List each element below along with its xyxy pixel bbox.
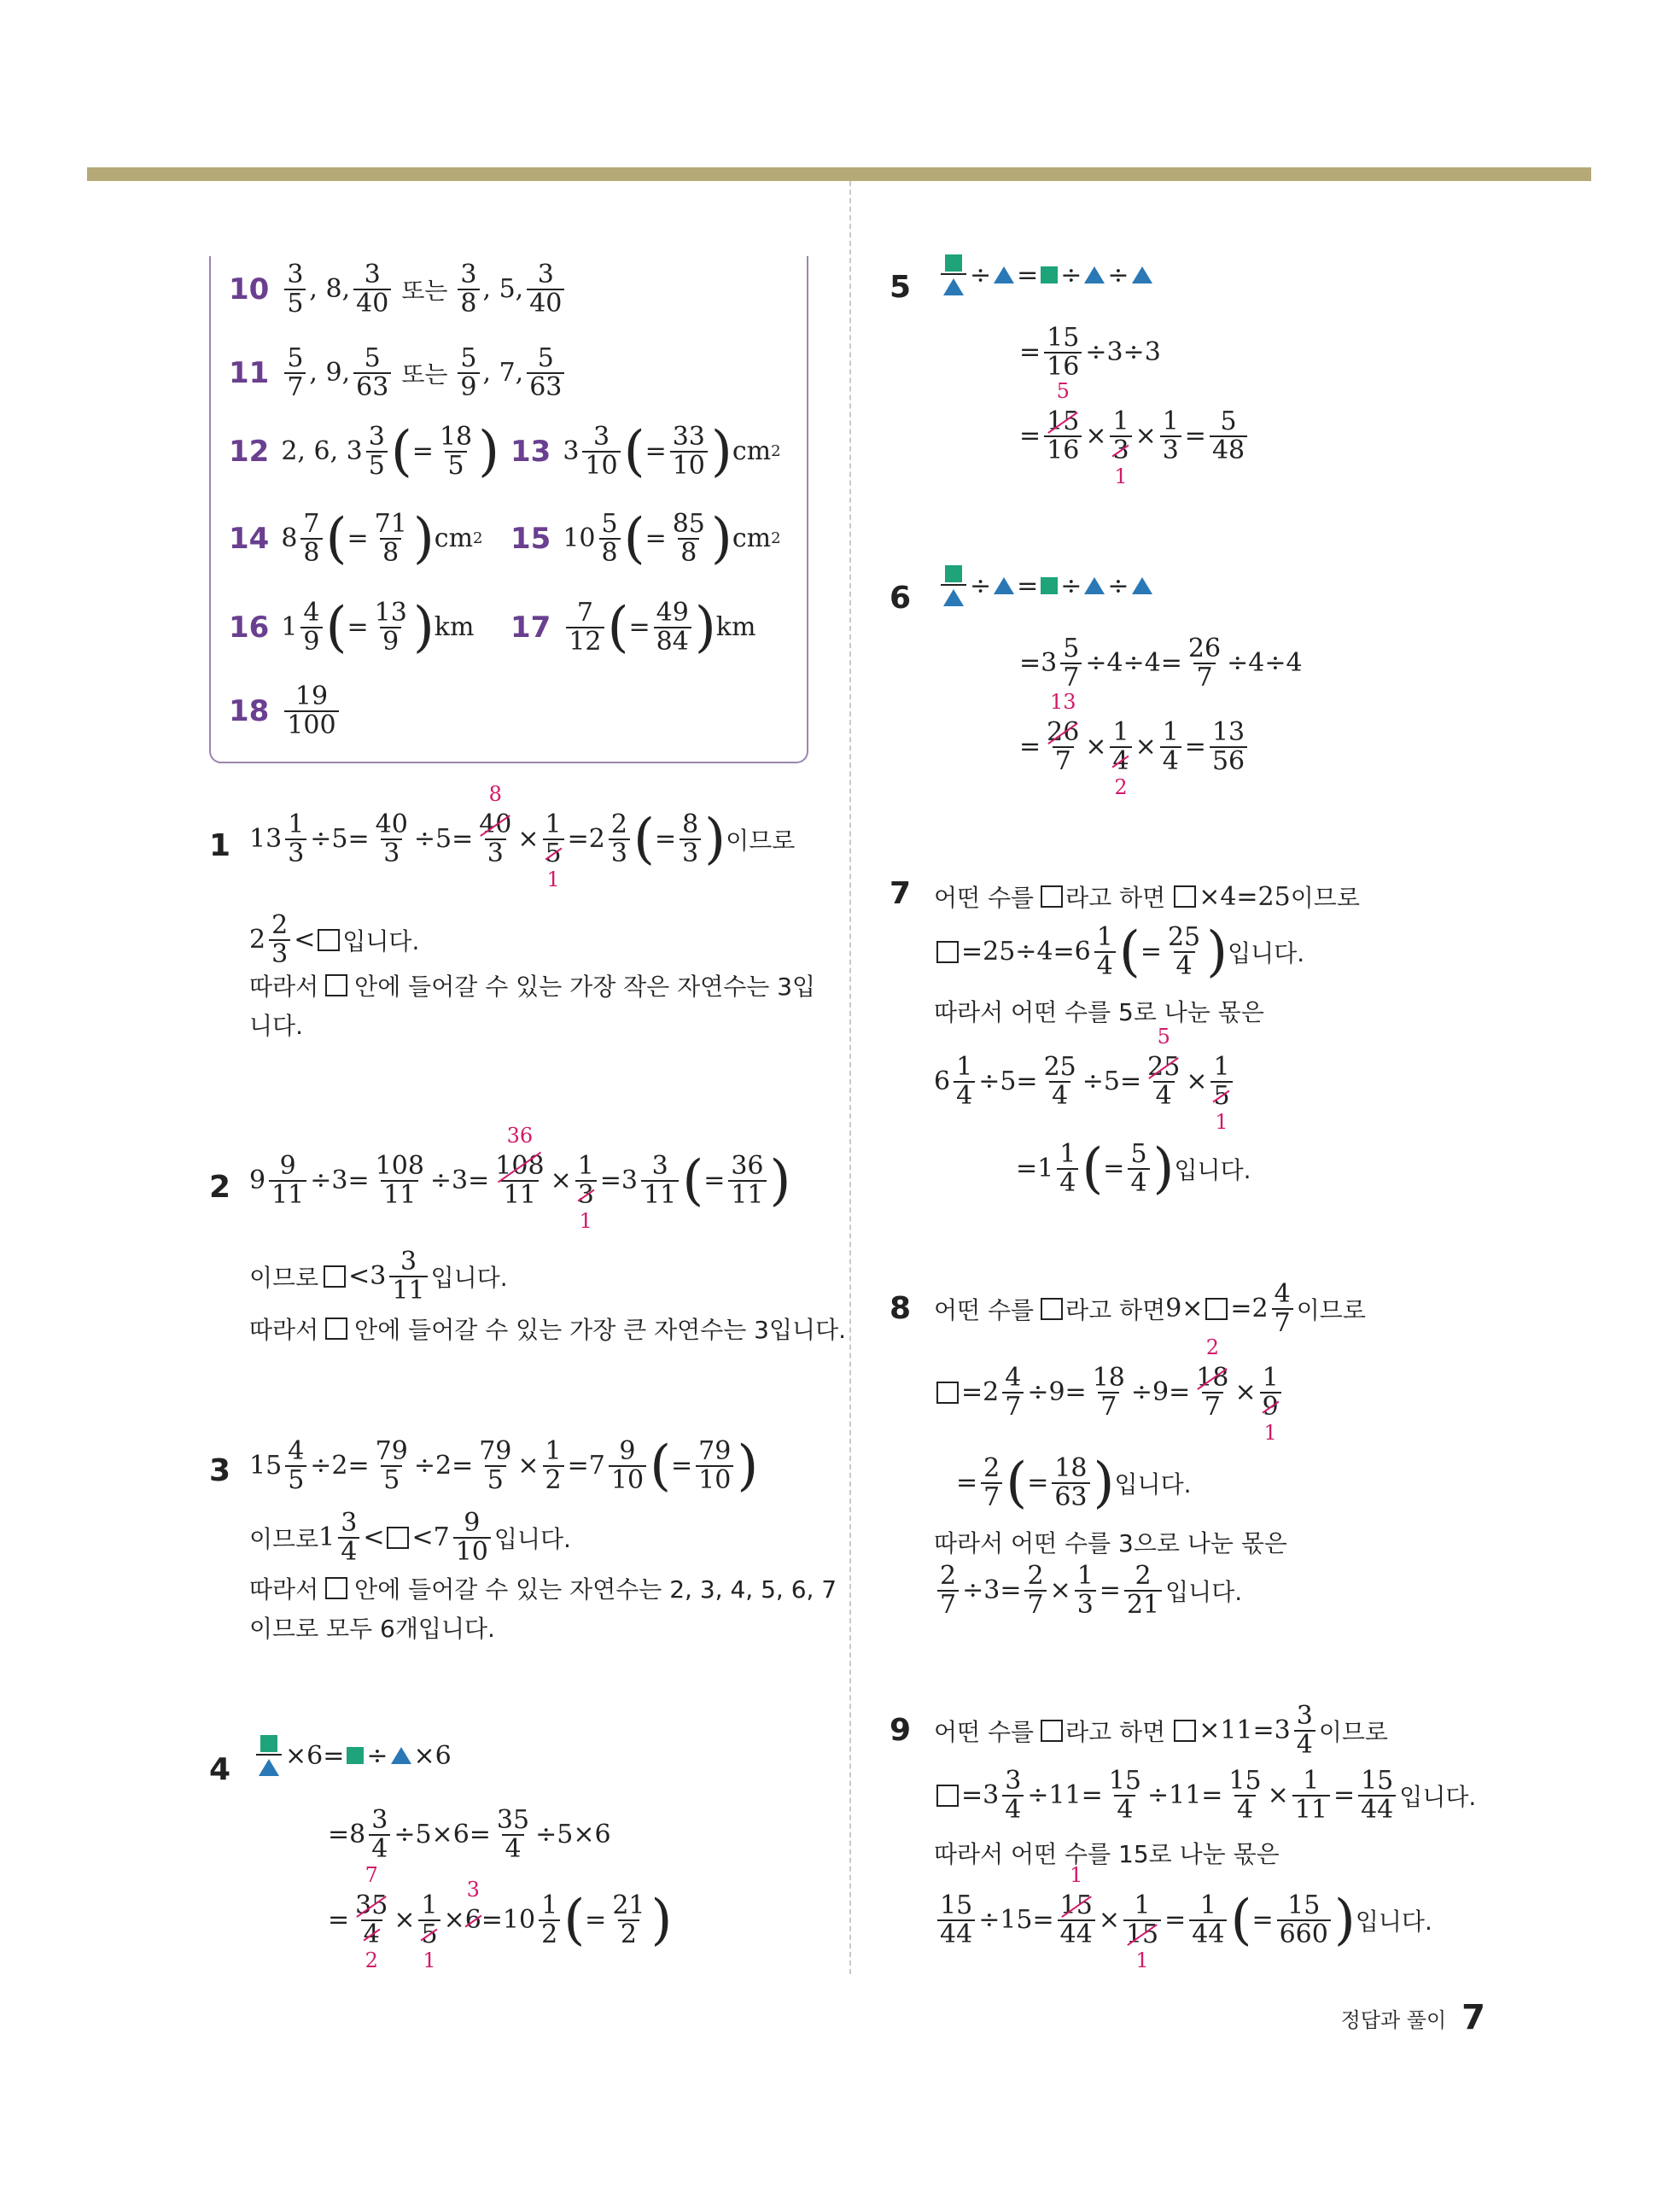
q1-equation: 13 $\frac{1}{3}$ ÷5= $\frac{40}{3}$ ÷5= 40 8 3 × 1 5 1 =2 $\frac{2}{3}$ ( = $\frac{8}{3}$ ) 이므로 [249,782,796,891]
question-1-number: 1 [209,828,231,863]
answer-11: 11 $\frac{5}{7}$ , 9, $\frac{5}{63}$ 또는 $\frac{5}{9}$ , 7, $\frac{5}{63}$ [229,345,568,400]
q9-line4: $\frac{15}{44}$ ÷15= 15 1 44 × 1 15 1 = $\frac{1}{44}$ ( = $\frac{15}{660}$ ) 입니다. [934,1892,1432,1948]
header-bar [87,167,1591,181]
question-7-number: 7 [890,876,912,911]
q8-line3: = $\frac{2}{7}$ ( = $\frac{18}{63}$ ) 입니다. [956,1451,1192,1515]
q7-line4: 6 $\frac{1}{4}$ ÷5= $\frac{25}{4}$ ÷5= 25 5 4 × 1 5 1 [934,1054,1236,1109]
q1-line2: 2 $\frac{2}{3}$ < 입니다. [249,910,420,969]
q6-line3: = 26 13 7 × 1 4 2 × $\frac{1}{4}$ = $\frac{13}{56}$ [1019,719,1251,774]
answer-18: 18 $\frac{19}{100}$ [229,683,342,739]
question-6-number: 6 [890,581,912,616]
q3-equation: 15 $\frac{4}{5}$ ÷2= $\frac{79}{5}$ ÷2= $\frac{79}{5}$ × $\frac{1}{2}$ =7 $\frac{9}{10}$ ( = $\frac{79}{10}$ ) [249,1434,759,1498]
answer-15: 15 10 $\frac{5}{8}$ ( = $\frac{85}{8}$ ) cm 2 [510,506,781,570]
question-5-number: 5 [890,270,912,305]
q8-line4: 따라서 어떤 수를 3으로 나눈 몫은 [934,1529,1287,1557]
answer-14: 14 8 $\frac{7}{8}$ ( = $\frac{71}{8}$ ) cm 2 [229,506,483,570]
q4-equation: ×6= ÷ ×6 [253,1735,452,1776]
question-8-number: 8 [890,1291,912,1326]
q6-equation: ÷ = ÷ ÷ [937,565,1155,606]
q8-line1: 어떤 수를 라고 하면 9× =2 $\frac{4}{7}$ 이므로 [934,1279,1366,1338]
q6-line2: =3 $\frac{5}{7}$ ÷4÷4= $\frac{26}{7}$ ÷4÷4 [1019,634,1303,692]
question-2-number: 2 [209,1170,231,1205]
page-number: 7 [1461,1998,1485,2037]
q9-line1: 어떤 수를 라고 하면 ×11=3 $\frac{3}{4}$ 이므로 [934,1701,1388,1760]
q9-line2: =3 $\frac{3}{4}$ ÷11= $\frac{15}{4}$ ÷11= $\frac{15}{4}$ × $\frac{1}{11}$ = $\frac{15}{44}$ 입니다. [934,1767,1476,1823]
question-3-number: 3 [209,1453,231,1488]
q3-line3: 따라서 안에 들어갈 수 있는 자연수는 2, 3, 4, 5, 6, 7 [249,1575,837,1604]
q3-line4: 이므로 모두 6개입니다. [249,1615,495,1643]
q4-line3: = 35 7 4 2 × 1 5 1 × 6 3 =10 $\frac{1}{2}$ ( = $\frac{21}{2}$ ) [328,1863,673,1972]
q5-line3: = 15 5 16 × 1 3 1 × $\frac{1}{3}$ = $\frac{5}{48}$ [1019,408,1251,464]
q5-equation: ÷ = ÷ ÷ [937,254,1155,295]
q1-line4: 니다. [249,1012,303,1040]
answer-17: 17 $\frac{7}{12}$ ( = $\frac{49}{84}$ ) km [510,595,756,659]
footer-label: 정답과 풀이 [1340,2007,1447,2032]
q3-line2: 이므로 1 $\frac{3}{4}$ < <7 $\frac{9}{10}$ 입니다. [249,1508,571,1567]
q7-line1: 어떤 수를 라고 하면 ×4=25 이므로 [934,881,1360,912]
column-divider [849,181,851,1974]
q2-line3: 따라서 안에 들어갈 수 있는 가장 큰 자연수는 3입니다. [249,1316,847,1344]
q2-line2: 이므로 <3 $\frac{3}{11}$ 입니다. [249,1247,508,1306]
q7-line5: =1 $\frac{1}{4}$ ( = $\frac{5}{4}$ ) 입니다. [1016,1136,1251,1201]
question-4-number: 4 [209,1752,231,1787]
q4-line2: =8 $\frac{3}{4}$ ÷5×6= $\frac{35}{4}$ ÷5×6 [328,1805,611,1864]
q8-line5: $\frac{2}{7}$ ÷3= $\frac{2}{7}$ × $\frac{1}{3}$ = $\frac{2}{21}$ 입니다. [934,1563,1242,1618]
answer-16: 16 1 $\frac{4}{9}$ ( = $\frac{13}{9}$ ) km [229,595,475,659]
q1-line3: 따라서 안에 들어갈 수 있는 가장 작은 자연수는 3입 [249,973,816,1001]
q8-line2: =2 $\frac{4}{7}$ ÷9= $\frac{18}{7}$ ÷9= 18 2 7 × 1 9 1 [934,1364,1285,1420]
question-9-number: 9 [890,1713,912,1748]
answer-10: 10 $\frac{3}{5}$ , 8, $\frac{3}{40}$ 또는 $\frac{3}{8}$ , 5, $\frac{3}{40}$ [229,261,568,317]
q9-line3: 따라서 어떤 수를 15로 나눈 몫은 [934,1840,1280,1868]
q7-line3: 따라서 어떤 수를 5로 나눈 몫은 [934,998,1264,1026]
page-footer [1341,1998,1485,2037]
answer-13: 13 3 $\frac{3}{10}$ ( = $\frac{33}{10}$ ) cm 2 [510,419,781,483]
answer-12: 12 2, 6, 3 $\frac{3}{5}$ ( = $\frac{18}{5}$ ) [229,419,500,483]
q5-line2: = $\frac{15}{16}$ ÷3÷3 [1019,323,1161,382]
q2-equation: 9 $\frac{9}{11}$ ÷3= $\frac{108}{11}$ ÷3= 108 36 11 × 1 3 1 =3 $\frac{3}{11}$ ( = $\frac{36}{11}$ ) [249,1124,791,1233]
q7-line2: =25÷4=6 $\frac{1}{4}$ ( = $\frac{25}{4}$ ) 입니다. [934,924,1304,979]
